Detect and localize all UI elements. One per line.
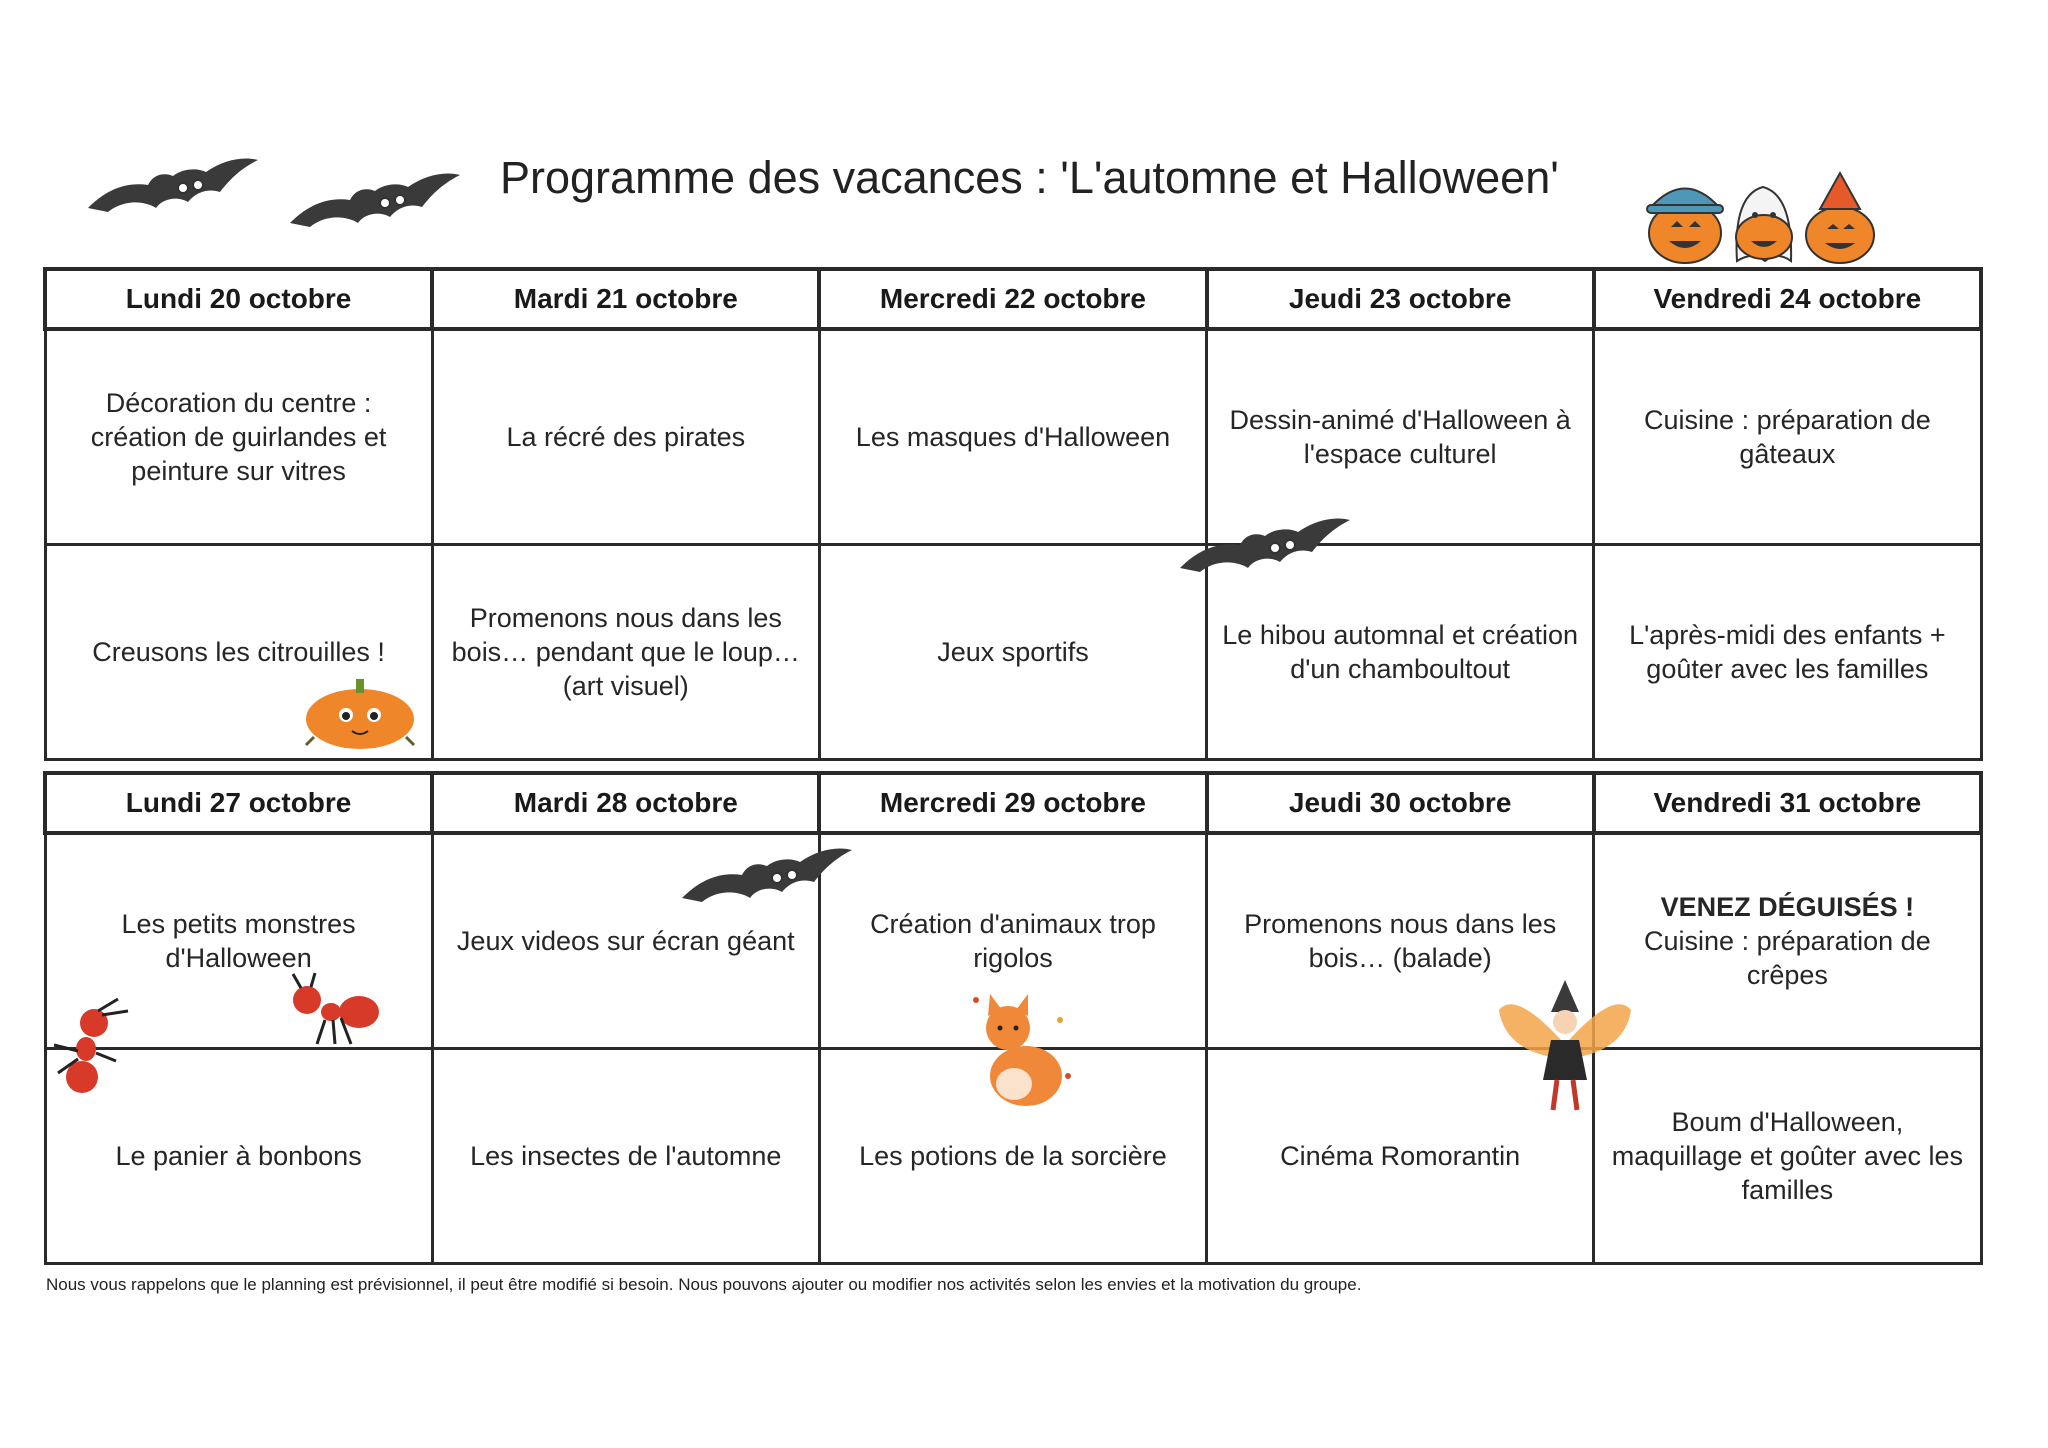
activity-cell: Boum d'Halloween, maquillage et goûter avec les familles [1594,1049,1981,1264]
day-header: Mardi 21 octobre [432,269,819,329]
footnote: Nous vous rappelons que le planning est prévisionnel, il peut être modifié si besoin. Nous pouvons ajouter ou modifier nos activités selon les envies et la motivation du groupe. [46,1275,1362,1294]
activity-cell: Creusons les citrouilles ! [45,545,432,760]
bat-icon [1180,510,1350,580]
activity-cell: Cinéma Romorantin [1207,1049,1594,1264]
day-header: Lundi 27 octobre [45,773,432,833]
activity-cell: Promenons nous dans les bois… (balade) [1207,833,1594,1049]
costume-notice: VENEZ DÉGUISÉS ! [1660,892,1915,922]
week-1-header-row [45,269,1981,329]
day-header: Mardi 28 octobre [432,773,819,833]
ant-icon [285,970,385,1050]
day-header: Lundi 20 octobre [45,269,432,329]
activity-cell: L'après-midi des enfants + goûter avec les familles [1594,545,1981,760]
activity-cell: Promenons nous dans les bois… pendant que le loup… (art visuel) [432,545,819,760]
activity-cell: Dessin-animé d'Halloween à l'espace culturel [1207,329,1594,545]
pumpkins-ghost-icon [1645,165,1885,265]
activity-cell [1594,833,1981,1049]
activity-cell: La récré des pirates [432,329,819,545]
fairy-icon [1495,980,1635,1130]
page-title: Programme des vacances : 'L'automne et Halloween' [500,152,1559,203]
week-2-header-row [45,773,1981,833]
pumpkin-icon [300,675,420,755]
activity-cell: Décoration du centre : création de guirlandes et peinture sur vitres [45,329,432,545]
activity-cell: Les potions de la sorcière [819,1049,1206,1264]
day-header: Vendredi 24 octobre [1594,269,1981,329]
activity-cell: Les masques d'Halloween [819,329,1206,545]
activity-cell: Les insectes de l'automne [432,1049,819,1264]
week-1-morning-row [45,329,1981,545]
bat-icon [290,165,460,235]
activity-cell: Le panier à bonbons [45,1049,432,1264]
day-header: Jeudi 30 octobre [1207,773,1594,833]
bat-icon [682,840,852,910]
activity-cell: Les petits monstres d'Halloween [45,833,432,1049]
day-header: Mercredi 29 octobre [819,773,1206,833]
activity-text: Cuisine : préparation de crêpes [1644,926,1931,990]
activity-cell: Jeux sportifs [819,545,1206,760]
ant-icon [48,995,138,1095]
activity-cell: Le hibou automnal et création d'un chamboultout [1207,545,1594,760]
day-header: Mercredi 22 octobre [819,269,1206,329]
day-header: Vendredi 31 octobre [1594,773,1981,833]
bat-icon [88,150,258,220]
day-header: Jeudi 23 octobre [1207,269,1594,329]
activity-cell: Création d'animaux trop rigolos [819,833,1206,1049]
fox-icon [960,980,1080,1110]
activity-cell: Jeux videos sur écran géant [432,833,819,1049]
activity-cell: Cuisine : préparation de gâteaux [1594,329,1981,545]
